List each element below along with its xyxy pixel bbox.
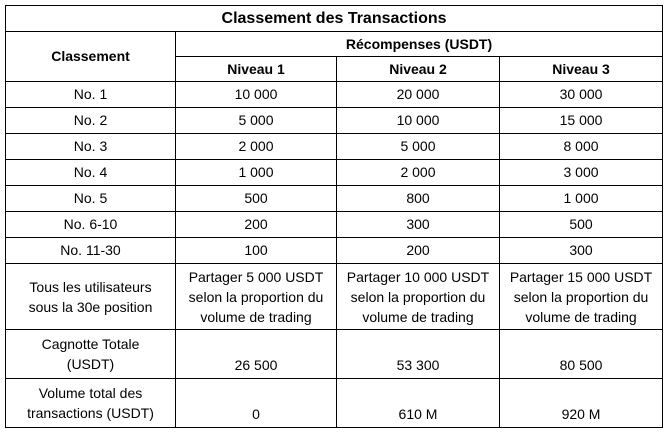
reward-cell: 3 000 bbox=[500, 160, 663, 186]
rank-cell: No. 11-30 bbox=[6, 238, 176, 264]
reward-cell: 200 bbox=[337, 238, 500, 264]
reward-cell: 500 bbox=[176, 186, 337, 212]
reward-cell: 1 000 bbox=[176, 160, 337, 186]
share-row-label: Tous les utilisateurs sous la 30e position bbox=[6, 264, 176, 330]
reward-cell: 2 000 bbox=[337, 160, 500, 186]
reward-cell: 200 bbox=[176, 212, 337, 238]
reward-cell: 10 000 bbox=[176, 82, 337, 108]
rewards-header: Récompenses (USDT) bbox=[176, 32, 663, 57]
reward-cell: 2 000 bbox=[176, 134, 337, 160]
volume-label: Volume total des transactions (USDT) bbox=[6, 379, 176, 428]
reward-cell: 15 000 bbox=[500, 108, 663, 134]
reward-cell: 300 bbox=[500, 238, 663, 264]
prize-pool-cell: 80 500 bbox=[500, 330, 663, 379]
reward-cell: 8 000 bbox=[500, 134, 663, 160]
prize-pool-cell: 53 300 bbox=[337, 330, 500, 379]
header-row-1 bbox=[6, 32, 663, 57]
table-row bbox=[6, 160, 663, 186]
volume-cell: 0 bbox=[176, 379, 337, 428]
table-row bbox=[6, 134, 663, 160]
prize-pool-label: Cagnotte Totale (USDT) bbox=[6, 330, 176, 379]
reward-cell: 5 000 bbox=[337, 134, 500, 160]
reward-cell: 5 000 bbox=[176, 108, 337, 134]
table-row bbox=[6, 212, 663, 238]
prize-pool-row bbox=[6, 330, 663, 379]
title-row bbox=[6, 6, 663, 32]
rank-cell: No. 3 bbox=[6, 134, 176, 160]
reward-cell: 1 000 bbox=[500, 186, 663, 212]
rank-cell: No. 2 bbox=[6, 108, 176, 134]
share-cell: Partager 15 000 USDT selon la proportion du volume de trading bbox=[500, 264, 663, 330]
reward-cell: 500 bbox=[500, 212, 663, 238]
table-row bbox=[6, 238, 663, 264]
share-row bbox=[6, 264, 663, 330]
reward-cell: 10 000 bbox=[337, 108, 500, 134]
share-cell: Partager 5 000 USDT selon la proportion du volume de trading bbox=[176, 264, 337, 330]
level-1-header: Niveau 1 bbox=[176, 57, 337, 82]
volume-cell: 920 M bbox=[500, 379, 663, 428]
table-row bbox=[6, 108, 663, 134]
table-title: Classement des Transactions bbox=[6, 6, 663, 32]
level-2-header: Niveau 2 bbox=[337, 57, 500, 82]
prize-pool-cell: 26 500 bbox=[176, 330, 337, 379]
rank-cell: No. 5 bbox=[6, 186, 176, 212]
ranking-header: Classement bbox=[6, 32, 176, 82]
reward-cell: 800 bbox=[337, 186, 500, 212]
rank-cell: No. 6-10 bbox=[6, 212, 176, 238]
transaction-ranking-table bbox=[5, 5, 663, 428]
volume-row bbox=[6, 379, 663, 428]
rank-cell: No. 4 bbox=[6, 160, 176, 186]
level-3-header: Niveau 3 bbox=[500, 57, 663, 82]
rank-cell: No. 1 bbox=[6, 82, 176, 108]
reward-cell: 300 bbox=[337, 212, 500, 238]
table-row bbox=[6, 82, 663, 108]
reward-cell: 100 bbox=[176, 238, 337, 264]
reward-cell: 20 000 bbox=[337, 82, 500, 108]
table-row bbox=[6, 186, 663, 212]
share-cell: Partager 10 000 USDT selon la proportion du volume de trading bbox=[337, 264, 500, 330]
volume-cell: 610 M bbox=[337, 379, 500, 428]
reward-cell: 30 000 bbox=[500, 82, 663, 108]
